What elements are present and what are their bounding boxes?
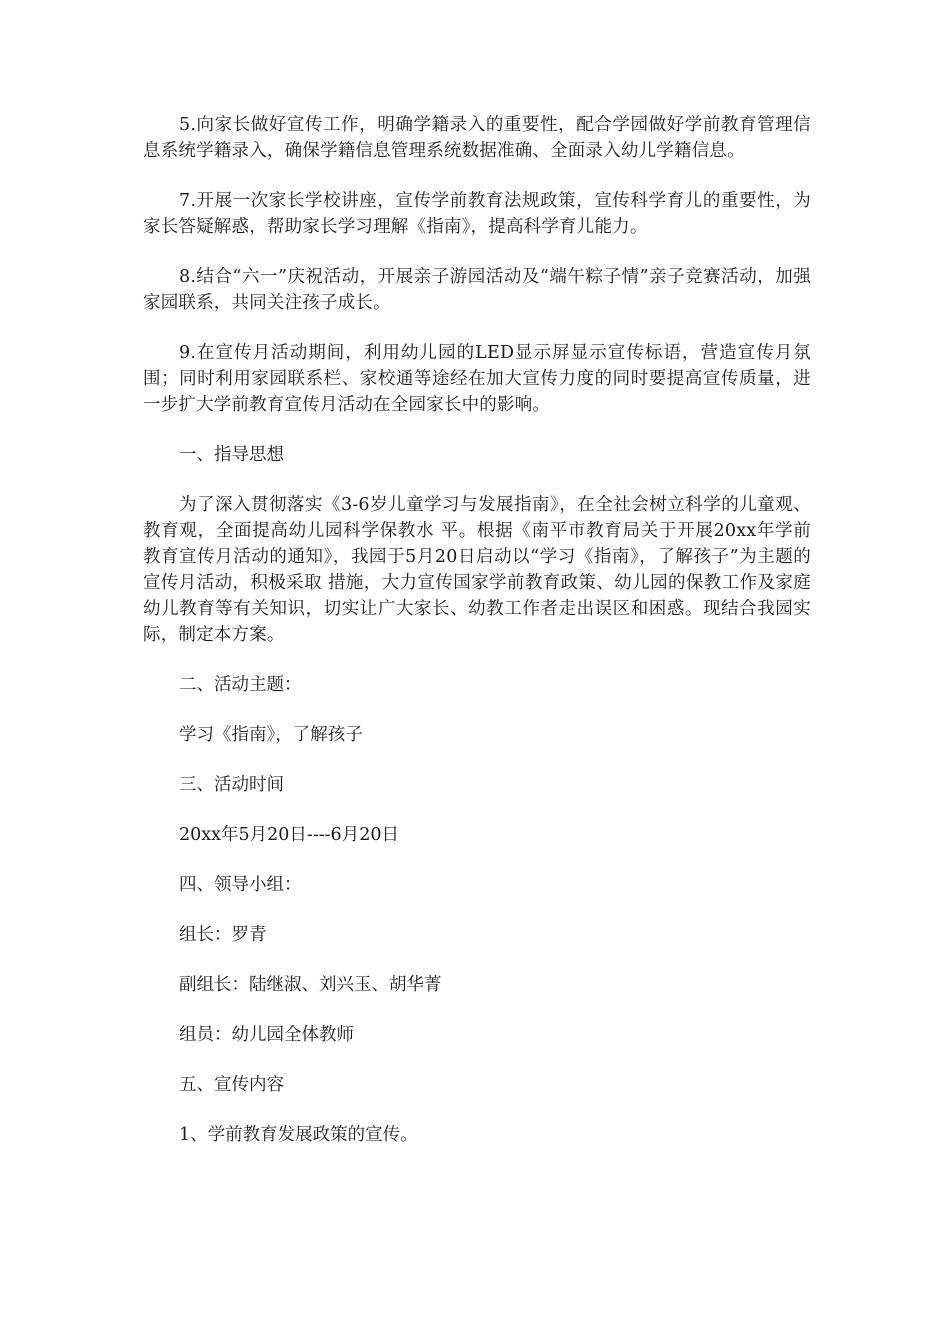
heading-publicity-content: 五、宣传内容: [179, 1075, 284, 1095]
group-members: 组员：幼儿园全体教师: [179, 1025, 354, 1045]
heading-activity-time: 三、活动时间: [179, 775, 284, 795]
document-page: [143, 112, 811, 1172]
guiding-ideology-paragraph: 为了深入贯彻落实《3-6岁儿童学习与发展指南》，在全社会树立科学的儿童观、教育观，全面提高幼儿园科学保教水 平。根据《南平市教育局关于开展20xx年学前教育宣传月活动的通知》，我园于5月20日启动以“学习《指南》，了解孩子”为主题的宣传月活动，积极采取 措施，大力宣传国家学前教育政策、幼儿园的保教工作及家庭幼儿教育等有关知识，切实让广大家长、幼教工作者走出误区和困惑。现结合我园实际，制定本方案。: [143, 495, 811, 645]
group-deputy: 副组长：陆继淑、刘兴玉、胡华菁: [179, 975, 442, 995]
group-leader: 组长：罗青: [179, 925, 267, 945]
paragraph-item-7: 7.开展一次家长学校讲座，宣传学前教育法规政策，宣传科学育儿的重要性，为家长答疑解惑，帮助家长学习理解《指南》，提高科学育儿能力。: [143, 191, 811, 237]
heading-guiding-ideology: 一、指导思想: [179, 445, 284, 465]
activity-time-text: 20xx年5月20日----6月20日: [179, 825, 399, 845]
publicity-content-item-1: 1、学前教育发展政策的宣传。: [179, 1125, 418, 1145]
activity-theme-text: 学习《指南》，了解孩子: [179, 725, 363, 745]
heading-leadership-group: 四、领导小组：: [179, 875, 302, 895]
paragraph-item-5: 5.向家长做好宣传工作，明确学籍录入的重要性，配合学园做好学前教育管理信息系统学籍录入，确保学籍信息管理系统数据准确、全面录入幼儿学籍信息。: [143, 115, 811, 161]
paragraph-item-8: 8.结合“六一”庆祝活动，开展亲子游园活动及“端午粽子情”亲子竞赛活动，加强家园联系，共同关注孩子成长。: [143, 267, 811, 313]
heading-activity-theme: 二、活动主题：: [179, 675, 302, 695]
paragraph-item-9: 9.在宣传月活动期间，利用幼儿园的LED显示屏显示宣传标语，营造宣传月氛围；同时利用家园联系栏、家校通等途经在加大宣传力度的同时要提高宣传质量，进一步扩大学前教育宣传月活动在全园家长中的影响。: [143, 343, 811, 415]
